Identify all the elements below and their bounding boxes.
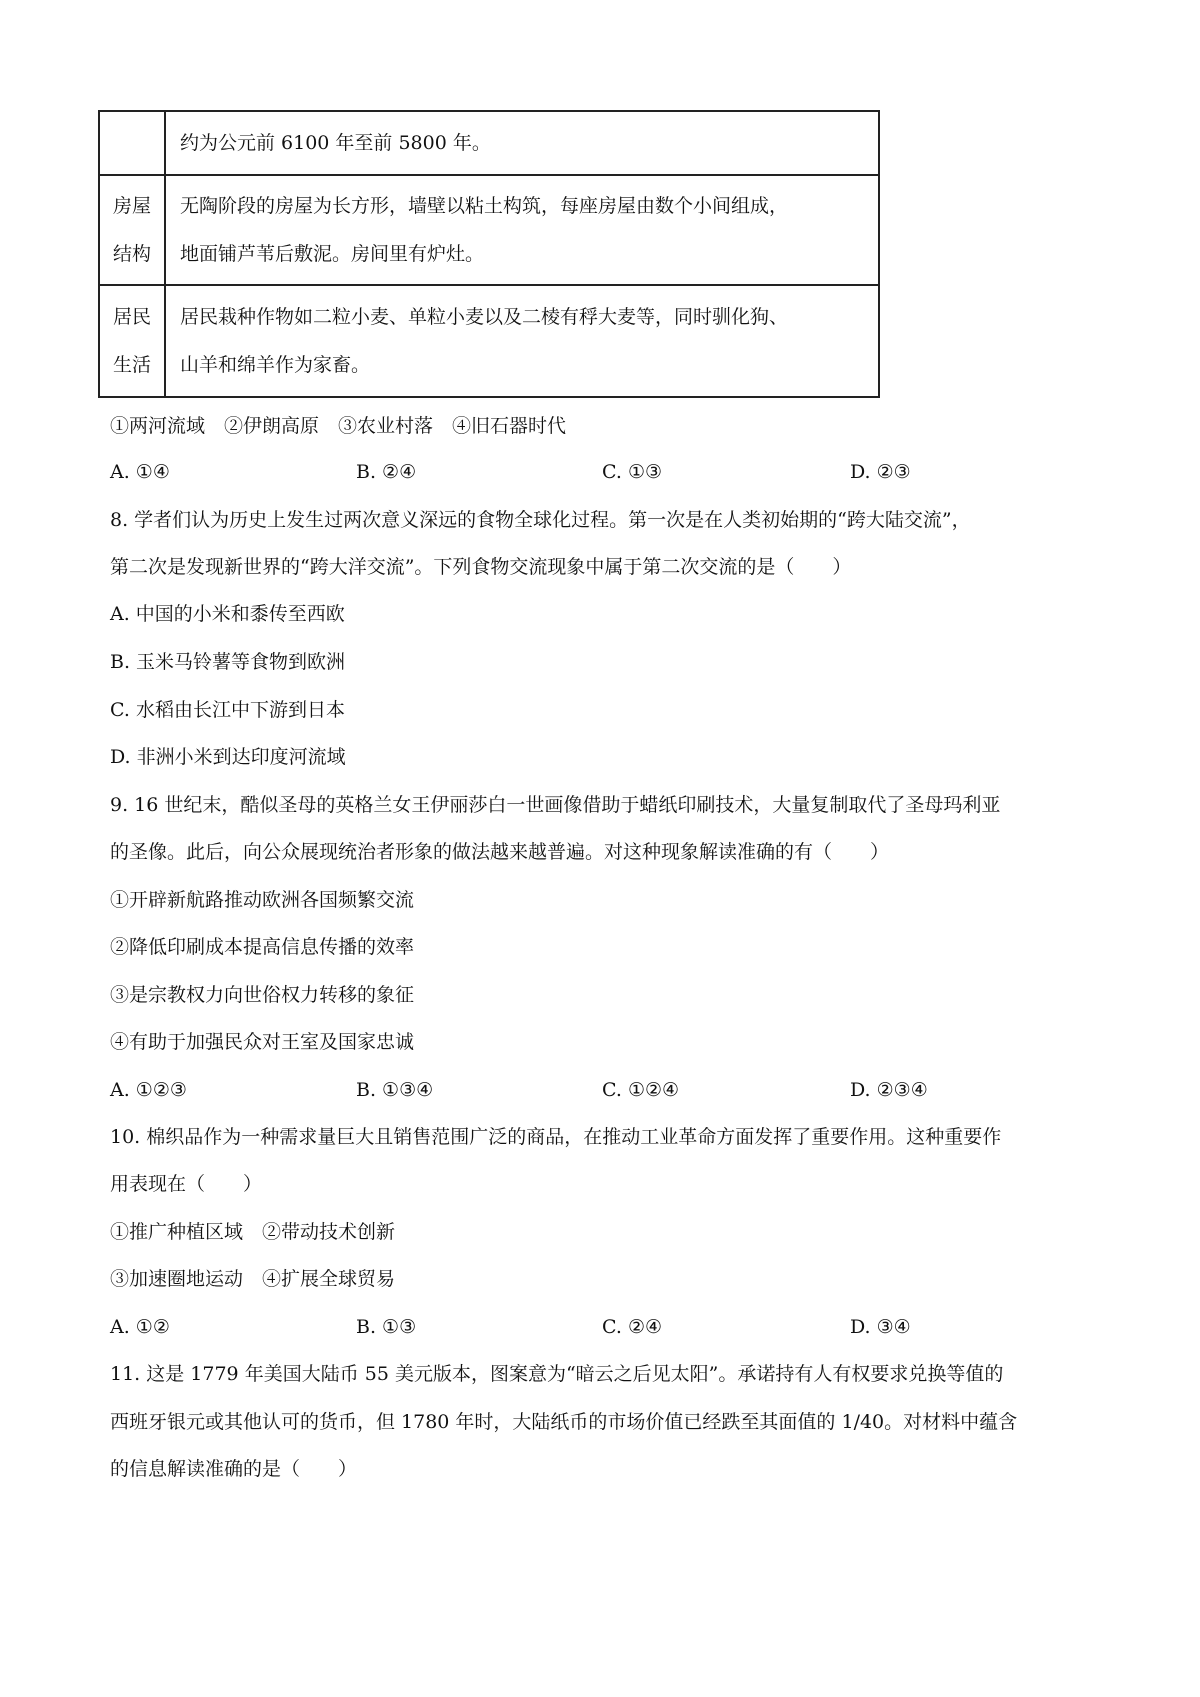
option-d[interactable]: D. ③④ [850, 1316, 911, 1338]
option-a[interactable]: A. ①②③ [110, 1079, 187, 1101]
table-label-line: 房屋 [112, 195, 151, 217]
q9-statement: ④有助于加强民众对王室及国家忠诚 [110, 1031, 415, 1053]
option-b[interactable]: B. ①③④ [356, 1079, 434, 1101]
option-c[interactable]: C. ②④ [602, 1316, 663, 1338]
table-text-line: 山羊和绵羊作为家畜。 [180, 354, 371, 376]
option-a[interactable]: A. ①④ [110, 461, 170, 483]
q9-statement: ③是宗教权力向世俗权力转移的象征 [110, 984, 415, 1006]
table-text-line: 居民栽种作物如二粒小麦、单粒小麦以及二棱有稃大麦等，同时驯化狗、 [180, 306, 789, 328]
q9-stem-line: 9. 16 世纪末，酷似圣母的英格兰女王伊丽莎白一世画像借助于蜡纸印刷技术，大量复制取代了圣母玛利亚 [110, 794, 1001, 816]
q10-stem-line: 用表现在（ ） [110, 1173, 263, 1195]
table-text-line: 约为公元前 6100 年至前 5800 年。 [180, 132, 491, 154]
q8-option-c[interactable]: C. 水稻由长江中下游到日本 [110, 699, 345, 721]
q10-statement: ③加速圈地运动 ④扩展全球贸易 [110, 1268, 396, 1290]
q8-option-b[interactable]: B. 玉米马铃薯等食物到欧洲 [110, 651, 346, 673]
table-label-line: 结构 [112, 243, 151, 265]
table-label-cell [99, 285, 165, 397]
table-text-line: 地面铺芦苇后敷泥。房间里有炉灶。 [180, 243, 485, 265]
q8-option-a[interactable]: A. 中国的小米和黍传至西欧 [110, 603, 345, 625]
table-row [99, 111, 879, 175]
option-b[interactable]: B. ①③ [356, 1316, 417, 1338]
table-label-cell [99, 111, 165, 175]
table-text-cell [165, 111, 879, 175]
table-label-cell [99, 175, 165, 285]
q9-stem-line: 的圣像。此后，向公众展现统治者形象的做法越来越普遍。对这种现象解读准确的有（ ） [110, 841, 890, 863]
material-table [98, 110, 880, 398]
q9-statement: ②降低印刷成本提高信息传播的效率 [110, 936, 415, 958]
option-a[interactable]: A. ①② [110, 1316, 170, 1338]
q11-stem-line: 11. 这是 1779 年美国大陆币 55 美元版本，图案意为“暗云之后见太阳”。承诺持有人有权要求兑换等值的 [110, 1363, 1004, 1385]
option-b[interactable]: B. ②④ [356, 461, 417, 483]
table-row [99, 175, 879, 285]
table-text-cell [165, 175, 879, 285]
q8-option-d[interactable]: D. 非洲小米到达印度河流域 [110, 746, 346, 768]
q8-stem-line: 第二次是发现新世界的“跨大洋交流”。下列食物交流现象中属于第二次交流的是（ ） [110, 556, 852, 578]
table-text-cell [165, 285, 879, 397]
table-text-line: 无陶阶段的房屋为长方形，墙壁以粘土构筑，每座房屋由数个小间组成， [180, 195, 789, 217]
table-row [99, 285, 879, 397]
option-c[interactable]: C. ①②④ [602, 1079, 680, 1101]
q11-stem-line: 西班牙银元或其他认可的货币，但 1780 年时，大陆纸币的市场价值已经跌至其面值的 1/40。对材料中蕴含 [110, 1411, 1018, 1433]
table-label-line: 生活 [112, 354, 151, 376]
option-d[interactable]: D. ②③ [850, 461, 911, 483]
q9-statement: ①开辟新航路推动欧洲各国频繁交流 [110, 889, 415, 911]
q10-stem-line: 10. 棉织品作为一种需求量巨大且销售范围广泛的商品，在推动工业革命方面发挥了重要作用。这种重要作 [110, 1126, 1002, 1148]
q8-stem-line: 8. 学者们认为历史上发生过两次意义深远的食物全球化过程。第一次是在人类初始期的“跨大陆交流”， [110, 509, 971, 531]
table-label-line: 居民 [112, 306, 151, 328]
option-d[interactable]: D. ②③④ [850, 1079, 928, 1101]
q7-statements: ①两河流域 ②伊朗高原 ③农业村落 ④旧石器时代 [110, 415, 567, 437]
option-c[interactable]: C. ①③ [602, 461, 663, 483]
q11-stem-line: 的信息解读准确的是（ ） [110, 1458, 358, 1480]
q10-statement: ①推广种植区域 ②带动技术创新 [110, 1221, 396, 1243]
